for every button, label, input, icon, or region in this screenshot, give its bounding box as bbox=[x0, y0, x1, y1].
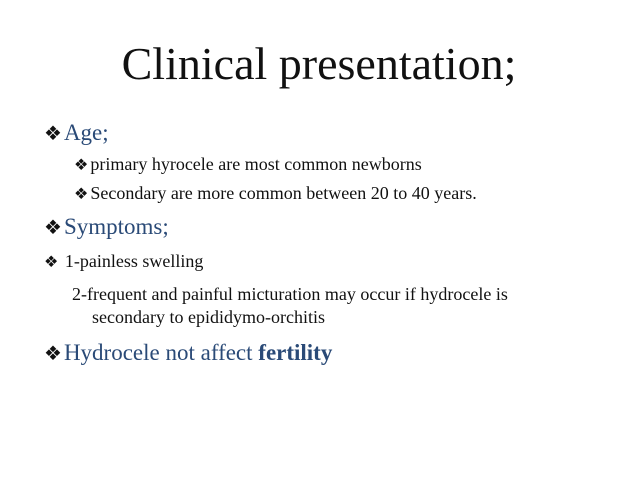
diamond-bullet-icon: ❖ bbox=[74, 157, 89, 174]
bold-fertility: fertility bbox=[258, 340, 333, 365]
slide-title: Clinical presentation; bbox=[121, 38, 517, 89]
sub-bullet-newborns bbox=[74, 154, 422, 175]
bullet-fertility bbox=[44, 340, 332, 366]
bullet-text: Hydrocele not affect bbox=[63, 340, 259, 365]
diamond-bullet-icon: ❖ bbox=[44, 123, 62, 145]
bullet-text: 1-painless swelling bbox=[64, 251, 204, 271]
bullet-text: primary hyrocele are most common newborns bbox=[90, 154, 422, 174]
bullet-painless-swelling bbox=[44, 251, 203, 272]
bullet-symptoms bbox=[44, 214, 169, 240]
sub-bullet-secondary bbox=[74, 183, 477, 204]
text-epididymo-orchitis: secondary to epididymo-orchitis bbox=[92, 307, 325, 327]
bullet-text: Age; bbox=[63, 120, 109, 145]
diamond-bullet-icon: ❖ bbox=[44, 254, 59, 271]
bullet-text: Symptoms; bbox=[63, 214, 169, 239]
bullet-text: Secondary are more common between 20 to 40 years. bbox=[90, 183, 477, 203]
diamond-bullet-icon: ❖ bbox=[44, 217, 62, 239]
text-frequent-micturation: 2-frequent and painful micturation may occur if hydrocele is bbox=[72, 284, 508, 304]
diamond-bullet-icon: ❖ bbox=[74, 186, 89, 203]
diamond-bullet-icon: ❖ bbox=[44, 343, 62, 365]
bullet-age bbox=[44, 120, 109, 146]
